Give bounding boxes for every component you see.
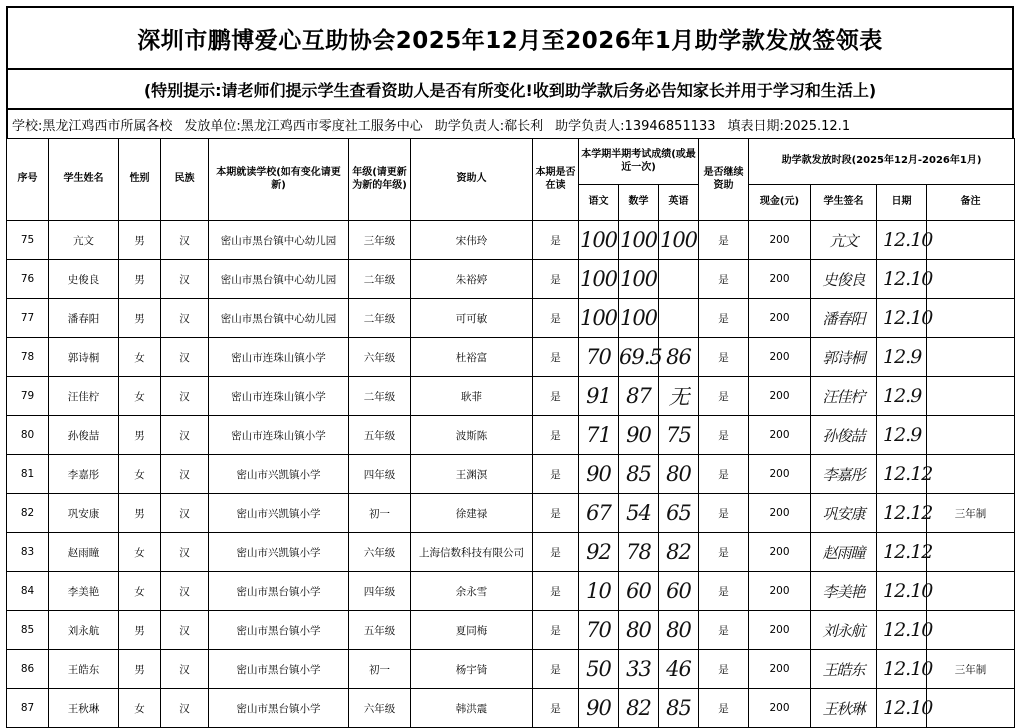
cell-sponsor: 徐建禄 xyxy=(411,494,533,533)
cell-cash: 200 xyxy=(749,299,811,338)
cell-ethnicity: 汉 xyxy=(161,572,209,611)
header-period: 助学款发放时段(2025年12月-2026年1月) xyxy=(749,139,1015,185)
records-table xyxy=(6,138,1015,728)
cell-enrolled: 是 xyxy=(533,260,579,299)
cell-score-chinese: 100 xyxy=(579,299,619,338)
notice-text: (特别提示:请老师们提示学生查看资助人是否有所变化!收到助学款后务必告知家长并用于学习和生活上) xyxy=(6,70,1014,108)
header-cash: 现金(元) xyxy=(749,185,811,221)
cell-score-english xyxy=(659,299,699,338)
cell-score-math: 85 xyxy=(619,455,659,494)
cell-sponsor: 耿菲 xyxy=(411,377,533,416)
cell-signature: 潘春阳 xyxy=(811,299,877,338)
cell-remark xyxy=(927,377,1015,416)
cell-score-english: 无 xyxy=(659,377,699,416)
cell-ethnicity: 汉 xyxy=(161,611,209,650)
header-ethnicity: 民族 xyxy=(161,139,209,221)
cell-enrolled: 是 xyxy=(533,572,579,611)
cell-seq: 77 xyxy=(7,299,49,338)
cell-score-chinese: 90 xyxy=(579,689,619,728)
cell-grade: 二年级 xyxy=(349,377,411,416)
cell-date: 12.10 xyxy=(877,221,927,260)
cell-cash: 200 xyxy=(749,377,811,416)
cell-enrolled: 是 xyxy=(533,338,579,377)
cell-date: 12.10 xyxy=(877,572,927,611)
cell-date: 12.10 xyxy=(877,260,927,299)
info-school: 学校:黑龙江鸡西市所属各校 xyxy=(12,118,173,134)
table-row xyxy=(7,611,1015,650)
cell-score-english: 65 xyxy=(659,494,699,533)
cell-school: 密山市兴凯镇小学 xyxy=(209,533,349,572)
cell-seq: 84 xyxy=(7,572,49,611)
cell-continue: 是 xyxy=(699,611,749,650)
cell-enrolled: 是 xyxy=(533,416,579,455)
header-grade: 年级(请更新为新的年级) xyxy=(349,139,411,221)
cell-continue: 是 xyxy=(699,416,749,455)
cell-continue: 是 xyxy=(699,338,749,377)
cell-name: 李嘉彤 xyxy=(49,455,119,494)
cell-remark xyxy=(927,533,1015,572)
cell-sponsor: 波斯陈 xyxy=(411,416,533,455)
cell-score-english: 75 xyxy=(659,416,699,455)
cell-date: 12.12 xyxy=(877,455,927,494)
header-scores: 本学期半期考试成绩(或最近一次) xyxy=(579,139,699,185)
cell-school: 密山市黑台镇中心幼儿园 xyxy=(209,221,349,260)
cell-sponsor: 杨宇锜 xyxy=(411,650,533,689)
cell-name: 史俊良 xyxy=(49,260,119,299)
cell-continue: 是 xyxy=(699,494,749,533)
cell-signature: 王秋琳 xyxy=(811,689,877,728)
cell-date: 12.9 xyxy=(877,377,927,416)
cell-seq: 78 xyxy=(7,338,49,377)
cell-score-math: 90 xyxy=(619,416,659,455)
cell-school: 密山市黑台镇小学 xyxy=(209,611,349,650)
cell-seq: 81 xyxy=(7,455,49,494)
cell-ethnicity: 汉 xyxy=(161,650,209,689)
cell-school: 密山市黑台镇小学 xyxy=(209,650,349,689)
cell-date: 12.10 xyxy=(877,689,927,728)
cell-name: 刘永航 xyxy=(49,611,119,650)
cell-score-english: 86 xyxy=(659,338,699,377)
cell-date: 12.9 xyxy=(877,338,927,377)
cell-score-english: 80 xyxy=(659,611,699,650)
cell-score-english: 80 xyxy=(659,455,699,494)
cell-gender: 女 xyxy=(119,377,161,416)
info-issuer: 发放单位:黑龙江鸡西市零度社工服务中心 xyxy=(184,118,423,134)
cell-date: 12.12 xyxy=(877,494,927,533)
cell-enrolled: 是 xyxy=(533,689,579,728)
cell-school: 密山市连珠山镇小学 xyxy=(209,377,349,416)
cell-school: 密山市黑台镇小学 xyxy=(209,689,349,728)
cell-seq: 87 xyxy=(7,689,49,728)
cell-grade: 四年级 xyxy=(349,572,411,611)
cell-signature: 孙俊喆 xyxy=(811,416,877,455)
header-chinese: 语文 xyxy=(579,185,619,221)
cell-gender: 女 xyxy=(119,533,161,572)
header-date: 日期 xyxy=(877,185,927,221)
cell-enrolled: 是 xyxy=(533,494,579,533)
cell-remark xyxy=(927,689,1015,728)
cell-score-chinese: 70 xyxy=(579,338,619,377)
cell-score-chinese: 100 xyxy=(579,260,619,299)
cell-score-math: 33 xyxy=(619,650,659,689)
info-person-phone: 助学负责人:13946851133 xyxy=(555,118,716,134)
cell-sponsor: 王渊溟 xyxy=(411,455,533,494)
header-remark: 备注 xyxy=(927,185,1015,221)
cell-name: 汪佳柠 xyxy=(49,377,119,416)
cell-score-math: 100 xyxy=(619,260,659,299)
cell-continue: 是 xyxy=(699,650,749,689)
cell-cash: 200 xyxy=(749,572,811,611)
cell-grade: 五年级 xyxy=(349,416,411,455)
cell-sponsor: 杜裕富 xyxy=(411,338,533,377)
cell-seq: 85 xyxy=(7,611,49,650)
cell-cash: 200 xyxy=(749,650,811,689)
cell-grade: 二年级 xyxy=(349,299,411,338)
cell-signature: 史俊良 xyxy=(811,260,877,299)
cell-cash: 200 xyxy=(749,533,811,572)
cell-remark xyxy=(927,416,1015,455)
cell-score-chinese: 71 xyxy=(579,416,619,455)
cell-enrolled: 是 xyxy=(533,455,579,494)
cell-cash: 200 xyxy=(749,338,811,377)
cell-date: 12.9 xyxy=(877,416,927,455)
cell-score-chinese: 70 xyxy=(579,611,619,650)
cell-date: 12.12 xyxy=(877,533,927,572)
cell-gender: 男 xyxy=(119,299,161,338)
cell-name: 亢文 xyxy=(49,221,119,260)
cell-enrolled: 是 xyxy=(533,533,579,572)
cell-sponsor: 可可敏 xyxy=(411,299,533,338)
cell-grade: 六年级 xyxy=(349,338,411,377)
info-person-name: 助学负责人:郗长利 xyxy=(434,118,544,134)
cell-enrolled: 是 xyxy=(533,299,579,338)
cell-school: 密山市连珠山镇小学 xyxy=(209,416,349,455)
cell-signature: 刘永航 xyxy=(811,611,877,650)
cell-gender: 女 xyxy=(119,689,161,728)
cell-score-math: 69.5 xyxy=(619,338,659,377)
table-row xyxy=(7,455,1015,494)
cell-signature: 赵雨瞳 xyxy=(811,533,877,572)
cell-sponsor: 朱裕婷 xyxy=(411,260,533,299)
cell-school: 密山市兴凯镇小学 xyxy=(209,455,349,494)
cell-name: 潘春阳 xyxy=(49,299,119,338)
cell-score-english xyxy=(659,260,699,299)
cell-enrolled: 是 xyxy=(533,377,579,416)
cell-continue: 是 xyxy=(699,533,749,572)
table-row xyxy=(7,650,1015,689)
cell-score-math: 100 xyxy=(619,299,659,338)
cell-signature: 亢文 xyxy=(811,221,877,260)
cell-remark xyxy=(927,572,1015,611)
cell-seq: 80 xyxy=(7,416,49,455)
cell-name: 王皓东 xyxy=(49,650,119,689)
page-title: 深圳市鹏博爱心互助协会2025年12月至2026年1月助学款发放签领表 xyxy=(6,6,1014,70)
cell-continue: 是 xyxy=(699,221,749,260)
header-seq: 序号 xyxy=(7,139,49,221)
cell-remark xyxy=(927,221,1015,260)
cell-grade: 六年级 xyxy=(349,689,411,728)
cell-score-math: 78 xyxy=(619,533,659,572)
cell-seq: 76 xyxy=(7,260,49,299)
cell-name: 王秋琳 xyxy=(49,689,119,728)
cell-signature: 李美艳 xyxy=(811,572,877,611)
cell-name: 赵雨瞳 xyxy=(49,533,119,572)
cell-remark: 三年制 xyxy=(927,650,1015,689)
cell-remark xyxy=(927,455,1015,494)
cell-score-english: 46 xyxy=(659,650,699,689)
header-signature: 学生签名 xyxy=(811,185,877,221)
cell-cash: 200 xyxy=(749,611,811,650)
cell-score-chinese: 92 xyxy=(579,533,619,572)
cell-date: 12.10 xyxy=(877,299,927,338)
cell-signature: 巩安康 xyxy=(811,494,877,533)
cell-cash: 200 xyxy=(749,260,811,299)
cell-score-chinese: 91 xyxy=(579,377,619,416)
header-school: 本期就读学校(如有变化请更新) xyxy=(209,139,349,221)
cell-ethnicity: 汉 xyxy=(161,338,209,377)
table-row xyxy=(7,338,1015,377)
cell-score-math: 54 xyxy=(619,494,659,533)
cell-score-chinese: 50 xyxy=(579,650,619,689)
cell-school: 密山市连珠山镇小学 xyxy=(209,338,349,377)
cell-gender: 男 xyxy=(119,416,161,455)
cell-signature: 郭诗桐 xyxy=(811,338,877,377)
cell-gender: 男 xyxy=(119,650,161,689)
cell-score-math: 80 xyxy=(619,611,659,650)
header-name: 学生姓名 xyxy=(49,139,119,221)
cell-school: 密山市黑台镇小学 xyxy=(209,572,349,611)
cell-score-english: 85 xyxy=(659,689,699,728)
table-row xyxy=(7,221,1015,260)
cell-signature: 李嘉彤 xyxy=(811,455,877,494)
header-gender: 性别 xyxy=(119,139,161,221)
cell-score-english: 82 xyxy=(659,533,699,572)
cell-ethnicity: 汉 xyxy=(161,260,209,299)
table-row xyxy=(7,377,1015,416)
cell-score-chinese: 100 xyxy=(579,221,619,260)
table-row xyxy=(7,494,1015,533)
cell-cash: 200 xyxy=(749,689,811,728)
cell-ethnicity: 汉 xyxy=(161,689,209,728)
cell-grade: 六年级 xyxy=(349,533,411,572)
cell-sponsor: 韩洪震 xyxy=(411,689,533,728)
cell-score-math: 87 xyxy=(619,377,659,416)
cell-grade: 初一 xyxy=(349,494,411,533)
cell-enrolled: 是 xyxy=(533,650,579,689)
cell-date: 12.10 xyxy=(877,611,927,650)
cell-remark xyxy=(927,611,1015,650)
header-english: 英语 xyxy=(659,185,699,221)
header-continue: 是否继续资助 xyxy=(699,139,749,221)
cell-gender: 男 xyxy=(119,221,161,260)
cell-ethnicity: 汉 xyxy=(161,416,209,455)
cell-cash: 200 xyxy=(749,221,811,260)
cell-name: 郭诗桐 xyxy=(49,338,119,377)
cell-grade: 五年级 xyxy=(349,611,411,650)
cell-school: 密山市黑台镇中心幼儿园 xyxy=(209,299,349,338)
cell-signature: 王皓东 xyxy=(811,650,877,689)
cell-grade: 四年级 xyxy=(349,455,411,494)
cell-gender: 女 xyxy=(119,572,161,611)
cell-signature: 汪佳柠 xyxy=(811,377,877,416)
info-fill-date: 填表日期:2025.12.1 xyxy=(727,118,851,134)
cell-remark xyxy=(927,299,1015,338)
cell-date: 12.10 xyxy=(877,650,927,689)
cell-gender: 男 xyxy=(119,494,161,533)
cell-score-math: 82 xyxy=(619,689,659,728)
cell-ethnicity: 汉 xyxy=(161,221,209,260)
cell-seq: 86 xyxy=(7,650,49,689)
table-row xyxy=(7,299,1015,338)
cell-name: 李美艳 xyxy=(49,572,119,611)
cell-grade: 三年级 xyxy=(349,221,411,260)
cell-school: 密山市兴凯镇小学 xyxy=(209,494,349,533)
cell-remark xyxy=(927,338,1015,377)
cell-name: 孙俊喆 xyxy=(49,416,119,455)
cell-cash: 200 xyxy=(749,455,811,494)
cell-cash: 200 xyxy=(749,494,811,533)
cell-gender: 女 xyxy=(119,455,161,494)
cell-continue: 是 xyxy=(699,572,749,611)
cell-gender: 女 xyxy=(119,338,161,377)
cell-score-chinese: 67 xyxy=(579,494,619,533)
header-math: 数学 xyxy=(619,185,659,221)
cell-remark xyxy=(927,260,1015,299)
cell-school: 密山市黑台镇中心幼儿园 xyxy=(209,260,349,299)
cell-continue: 是 xyxy=(699,377,749,416)
cell-ethnicity: 汉 xyxy=(161,494,209,533)
cell-score-chinese: 10 xyxy=(579,572,619,611)
cell-seq: 82 xyxy=(7,494,49,533)
cell-score-math: 60 xyxy=(619,572,659,611)
cell-enrolled: 是 xyxy=(533,611,579,650)
cell-name: 巩安康 xyxy=(49,494,119,533)
cell-sponsor: 夏同梅 xyxy=(411,611,533,650)
cell-remark: 三年制 xyxy=(927,494,1015,533)
table-row xyxy=(7,572,1015,611)
table-row xyxy=(7,689,1015,728)
cell-grade: 初一 xyxy=(349,650,411,689)
cell-grade: 二年级 xyxy=(349,260,411,299)
cell-ethnicity: 汉 xyxy=(161,455,209,494)
cell-score-english: 100 xyxy=(659,221,699,260)
table-row xyxy=(7,416,1015,455)
cell-continue: 是 xyxy=(699,260,749,299)
header-sponsor: 资助人 xyxy=(411,139,533,221)
cell-score-english: 60 xyxy=(659,572,699,611)
cell-sponsor: 上海信数科技有限公司 xyxy=(411,533,533,572)
cell-enrolled: 是 xyxy=(533,221,579,260)
cell-seq: 83 xyxy=(7,533,49,572)
cell-continue: 是 xyxy=(699,299,749,338)
cell-score-math: 100 xyxy=(619,221,659,260)
cell-seq: 79 xyxy=(7,377,49,416)
cell-continue: 是 xyxy=(699,455,749,494)
header-enrolled: 本期是否在读 xyxy=(533,139,579,221)
cell-ethnicity: 汉 xyxy=(161,299,209,338)
info-bar xyxy=(6,108,1014,138)
cell-cash: 200 xyxy=(749,416,811,455)
cell-ethnicity: 汉 xyxy=(161,533,209,572)
cell-continue: 是 xyxy=(699,689,749,728)
cell-sponsor: 余永雪 xyxy=(411,572,533,611)
sign-off-sheet xyxy=(6,6,1014,720)
cell-sponsor: 宋伟玲 xyxy=(411,221,533,260)
cell-gender: 男 xyxy=(119,260,161,299)
cell-score-chinese: 90 xyxy=(579,455,619,494)
cell-gender: 男 xyxy=(119,611,161,650)
table-body xyxy=(7,221,1015,728)
table-row xyxy=(7,260,1015,299)
table-row xyxy=(7,533,1015,572)
cell-seq: 75 xyxy=(7,221,49,260)
cell-ethnicity: 汉 xyxy=(161,377,209,416)
